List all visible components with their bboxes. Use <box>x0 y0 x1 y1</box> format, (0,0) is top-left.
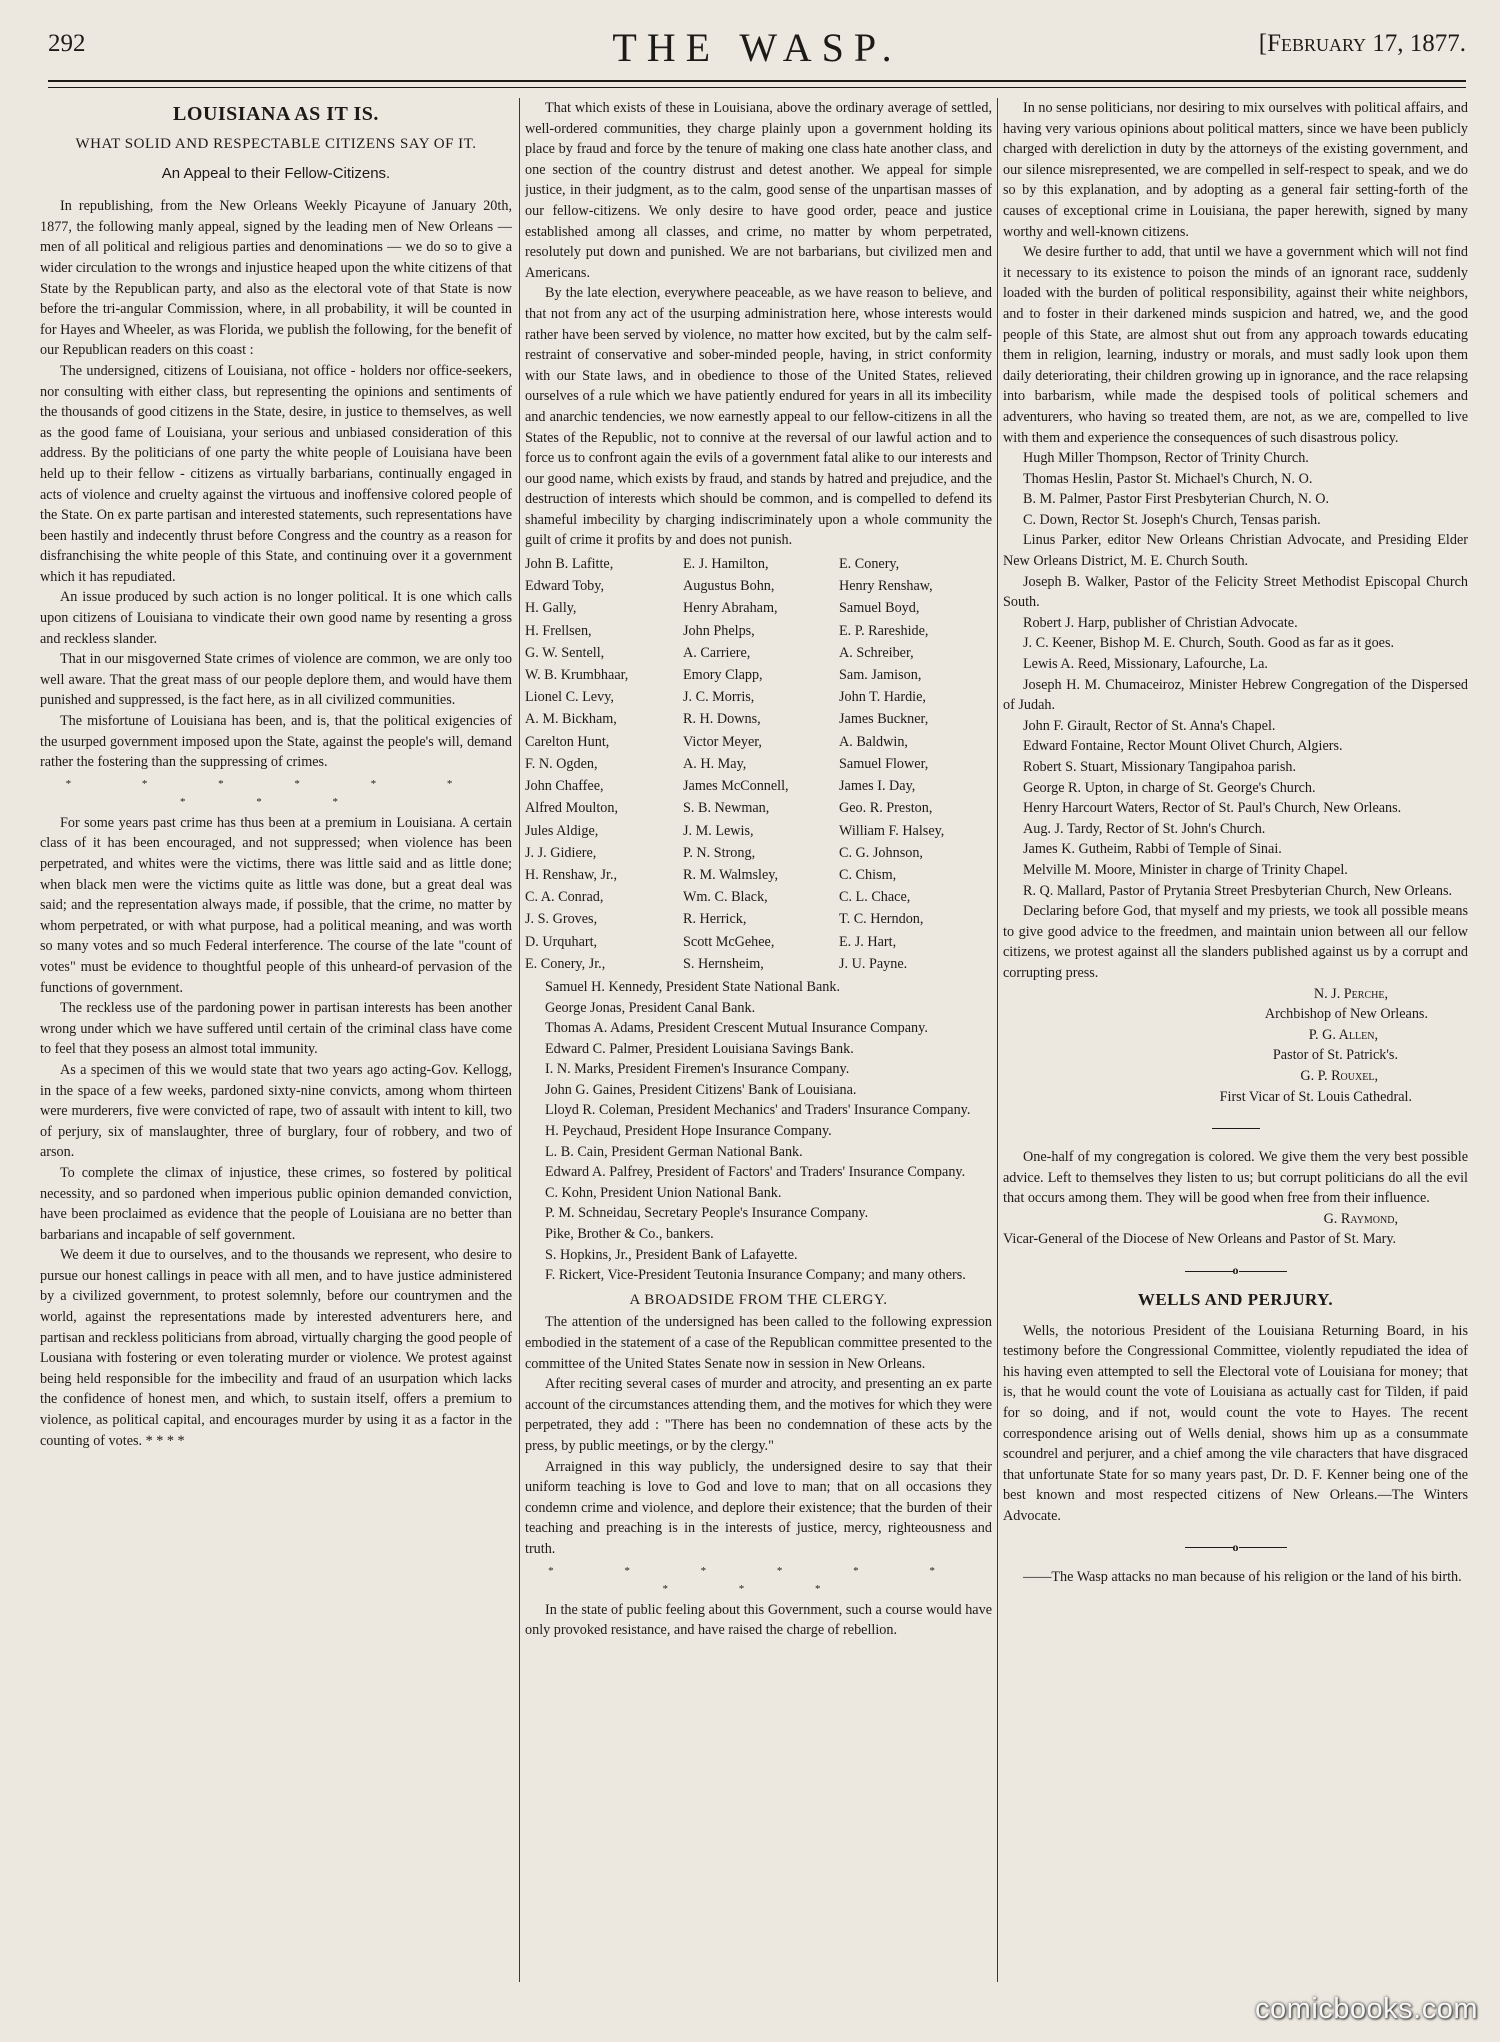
signatory-name: J. J. Gidiere, <box>525 844 597 861</box>
signatory-name: J. C. Morris, <box>683 689 755 706</box>
column-2 <box>525 98 992 1994</box>
officer-entry: Edward A. Palfrey, President of Factors' and Traders' Insurance Company. <box>545 1164 966 1181</box>
page-number: 292 <box>48 30 86 57</box>
signatory-name: James I. Day, <box>839 778 916 795</box>
signatory-name: Jules Aldige, <box>525 822 599 839</box>
officer-entry: F. Rickert, Vice-President Teutonia Insurance Company; and many others. <box>545 1267 966 1284</box>
paragraph: To complete the climax of injustice, these crimes, so fostered by political necessity, and so pardoned when imperious public opinion demanded conviction, have been proclaimed as evidence that the people of Louisiana are no better than barbarians and incapable of self government. <box>40 1164 512 1243</box>
divider-glyph: o <box>1232 1539 1239 1554</box>
officer-entry: P. M. Schneidau, Secretary People's Insurance Company. <box>545 1205 869 1222</box>
paragraph: That in our misgoverned State crimes of violence are common, we are only too well aware. That the great mass of our people deplore them, and would have them punished and suppressed, is the fact here, as in all civilized communities. <box>40 651 512 709</box>
paragraph: One-half of my congregation is colored. We give them the very best possible advice. Left to themselves they listen to us; but corrupt politicians do all the evil that occurs among them. They will be good when free from their influence. <box>1003 1149 1468 1207</box>
signatory-name: R. Herrick, <box>683 911 747 928</box>
signatory-name: R. M. Walmsley, <box>683 866 779 883</box>
article-subhead: WHAT SOLID AND RESPECTABLE CITIZENS SAY OF IT. <box>75 135 477 152</box>
signatory-name: John T. Hardie, <box>839 689 926 706</box>
watermark: comicbooks.com <box>1255 1993 1478 2025</box>
paragraph: That which exists of these in Louisiana, above the ordinary average of settled, well-ordered communities, they charge plainly upon a government holding its place by fraud and force by the tenure of making one class hate another class, and one section of the country distrust and detest another. We appeal for simple justice, in their judgment, as to the calm, good sense of the unpartisan masses of our fellow-citizens. We only desire to have good order, peace and justice established among all classes, and crime, no matter by whom perpetrated, resolutely put down and punished. We are not barbarians, but civilized men and Americans. <box>525 100 992 281</box>
signatory-name: John Phelps, <box>683 622 755 639</box>
paragraph: After reciting several cases of murder and atrocity, and presenting an ex parte account of the circumstances attending them, and the motives for which they were perpetrated, they add : "There has been no condemnation of these acts by the press, by public meetings, or by the clergy." <box>525 1376 992 1454</box>
section-heading: WELLS AND PERJURY. <box>1137 1290 1334 1310</box>
clergy-entry: Aug. J. Tardy, Rector of St. John's Church. <box>1023 820 1266 837</box>
clergy-entry: Hugh Miller Thompson, Rector of Trinity Church. <box>1023 450 1309 467</box>
signature-title: First Vicar of St. Louis Cathedral. <box>1219 1088 1412 1105</box>
signatory-name: Henry Renshaw, <box>839 578 933 595</box>
article-kicker: An Appeal to their Fellow-Citizens. <box>161 164 391 182</box>
officer-entry: Lloyd R. Coleman, President Mechanics' and Traders' Insurance Company. <box>545 1102 971 1119</box>
signature-title: Pastor of St. Patrick's. <box>1272 1047 1398 1064</box>
paragraph: The undersigned, citizens of Louisiana, not office - holders nor office-seekers, nor consulting with either class, but representing the opinions and sentiments of the thousands of good citizens in the State, desire, in justice to themselves, as well as the good fame of Louisiana, your serious and unbiased consideration of this address. By the politicians of one party the white people of Louisiana have been held up to their fellow - citizens as virtually barbarians, continually engaged in acts of violence and cruelty against the virtuous and inoffensive colored people of the State. On ex parte partisan and interested statements, such representations have been hastily and indecently thrust before Congress and the country as a reason for disfranchising the white people of this State, and continuing over it a government which it has repudiated. <box>40 362 512 585</box>
clergy-entry: Robert S. Stuart, Missionary Tangipahoa parish. <box>1023 759 1297 775</box>
clergy-entry: Robert J. Harp, publisher of Christian Advocate. <box>1023 614 1298 631</box>
issue-date: [February 17, 1877. <box>1258 30 1466 57</box>
signatory-name: E. Conery, Jr., <box>525 955 606 972</box>
signatory-name: A. H. May, <box>683 755 747 772</box>
divider <box>1003 1541 1468 1553</box>
signatory-name: E. J. Hamilton, <box>683 556 769 573</box>
officer-entry: George Jonas, President Canal Bank. <box>545 999 756 1016</box>
section-heading: A BROADSIDE FROM THE CLERGY. <box>629 1291 888 1308</box>
newspaper-title: THE WASP. <box>612 25 902 70</box>
signatory-name: Samuel Flower, <box>839 755 929 772</box>
officer-entry: H. Peychaud, President Hope Insurance Company. <box>545 1123 832 1140</box>
signatory-name: J. M. Lewis, <box>683 822 754 839</box>
paragraph: We deem it due to ourselves, and to the thousands we represent, who desire to pursue our honest callings in peace with all men, and to have justice administered by a civilized government, to protest solemnly, before our countrymen and the world, against the representations made by interested adventurers here, and partisan and reckless politicians from abroad, virtually charging the good people of Lousiana with fostering or even tolerating murder or violence. We protest against being held responsible for the imbecility and fraud of an usurpation which lacks the confidence of honest men, and which, to sustain itself, offers a premium to violence, as political capital, and encourages murder by using it as a factor in the counting of votes. * * * * <box>40 1247 512 1449</box>
officer-entry: Samuel H. Kennedy, President State National Bank. <box>545 978 840 995</box>
signatory-name: A. M. Bickham, <box>525 711 617 728</box>
signatory-name: William F. Halsey, <box>839 822 945 839</box>
signatory-name: Wm. C. Black, <box>683 889 768 906</box>
column-3 <box>1003 98 1468 1994</box>
signatory-name: A. Baldwin, <box>839 733 908 750</box>
paragraph: Arraigned in this way publicly, the undersigned desire to say that their uniform teaching is love to God and love to man; that on all occasions they condemn crime and violence, and deplore their existence; that the burden of their teaching and preaching is in the interests of justice, mercy, righteousness and truth. <box>525 1458 992 1557</box>
clergy-entry: Joseph H. M. Chumaceiroz, Minister Hebrew Congregation of the Dispersed of Judah. <box>1003 676 1468 714</box>
signatory-name: A. Schreiber, <box>839 644 914 661</box>
signatory-name: S. Hernsheim, <box>683 955 764 972</box>
paragraph: An issue produced by such action is no longer political. It is one which calls upon citizens of Louisiana to vindicate their own good name by resenting a gross and reckless slander. <box>40 589 512 647</box>
paragraph: The reckless use of the pardoning power in partisan interests has been another wrong under which we have suffered until certain of the criminal class have come to feel that they posess an almost total immunity. <box>40 1000 512 1058</box>
officer-entry: Edward C. Palmer, President Louisiana Savings Bank. <box>545 1040 854 1057</box>
signatory-name: Carelton Hunt, <box>525 733 610 750</box>
officer-entry: S. Hopkins, Jr., President Bank of Lafayette. <box>545 1246 798 1263</box>
section-break-stars: * * * * * * * * * <box>548 1564 969 1595</box>
signatory-name: J. S. Groves, <box>525 911 598 928</box>
signatory-name: John Chaffee, <box>525 778 604 795</box>
signatory-name: F. N. Ogden, <box>525 755 598 772</box>
signature: G. P. Rouxel, <box>1300 1067 1378 1084</box>
signatory-name: Henry Abraham, <box>683 600 778 617</box>
divider-glyph: o <box>1232 1263 1239 1278</box>
signatory-name: Alfred Moulton, <box>525 800 618 817</box>
signatory-name: A. Carriere, <box>683 644 751 661</box>
officers-list <box>525 977 992 1286</box>
signatory-name: Scott McGehee, <box>683 933 775 950</box>
signatory-name: D. Urquhart, <box>525 933 598 950</box>
paragraph: In no sense politicians, nor desiring to mix ourselves with political affairs, and having very various opinions about political matters, since we have been publicly charged with dereliction in duty by the attorneys of the existing government, and our silence misrepresented, we are compelled in self-respect to speak, and we do so by this explanation, and by adopting as a general fair setting-forth of the causes of exceptional crime in Louisiana, the paper herewith, signed by many worthy and well-known citizens. <box>1003 100 1468 240</box>
signatory-name: Samuel Boyd, <box>839 600 920 617</box>
column-divider <box>997 98 998 1982</box>
paragraph: ——The Wasp attacks no man because of his religion or the land of his birth. <box>1023 1568 1462 1585</box>
officer-entry: Thomas A. Adams, President Crescent Mutual Insurance Company. <box>545 1020 928 1037</box>
signatory-name: S. B. Newman, <box>683 800 770 817</box>
officer-entry: L. B. Cain, President German National Bank. <box>545 1143 803 1160</box>
paragraph: We desire further to add, that until we have a government which will not find it necessary to its existence to poison the minds of an ignorant race, suddenly loaded with the burden of political responsibility, against their white neighbors, and to foster in their darkened minds suspicion and hatred, we, and the good people of this State, are almost shut out from any approach towards educating them in religion, learning, industry or morals, and must sadly look upon them daily deteriorating, their children growing up in ignorance, and the race relapsing into barbarism, while made the despised tools of political schemers and adventurers, who having so treated them, are not, as we are, compelled to live with them and experience the consequences of such disastrous policy. <box>1003 244 1468 446</box>
masthead <box>48 22 1466 78</box>
signatories-list <box>525 553 992 975</box>
signature: G. Raymond, <box>1323 1210 1398 1227</box>
officer-entry: John G. Gaines, President Citizens' Bank of Louisiana. <box>545 1081 857 1098</box>
signatory-name: John B. Lafitte, <box>525 556 614 573</box>
signatory-name: E. P. Rareshide, <box>839 622 929 639</box>
paragraph: The misfortune of Louisiana has been, and is, that the political exigencies of the usurped government imposed upon the State, against the people's will, demand rather the fostering than the suppressing of crimes. <box>40 713 512 771</box>
clergy-entry: B. M. Palmer, Pastor First Presbyterian Church, N. O. <box>1023 491 1330 508</box>
signatory-name: Edward Toby, <box>525 578 604 595</box>
signatory-name: Sam. Jamison, <box>839 667 922 684</box>
signatory-name: Geo. R. Preston, <box>839 800 933 817</box>
signatory-name: J. U. Payne. <box>839 955 908 972</box>
officer-entry: C. Kohn, President Union National Bank. <box>545 1184 782 1201</box>
officer-entry: Pike, Brother & Co., bankers. <box>545 1226 714 1243</box>
article-headline: LOUISIANA AS IT IS. <box>173 103 379 125</box>
signatory-name: R. H. Downs, <box>683 711 761 728</box>
signatory-name: H. Renshaw, Jr., <box>525 866 618 883</box>
clergy-entry: Lewis A. Reed, Missionary, Lafourche, La. <box>1023 656 1268 673</box>
clergy-entry: Henry Harcourt Waters, Rector of St. Paul's Church, New Orleans. <box>1023 800 1402 817</box>
signatory-name: H. Frellsen, <box>525 622 592 639</box>
clergy-entry: James K. Gutheim, Rabbi of Temple of Sinai. <box>1023 841 1282 858</box>
signatory-name: T. C. Herndon, <box>839 911 924 928</box>
paragraph: The attention of the undersigned has been called to the following expression embodied in the statement of a case of the Republican committee presented to the committee of the United States Senate now in session in New Orleans. <box>525 1314 992 1372</box>
masthead-rule <box>48 80 1466 88</box>
signatory-name: C. G. Johnson, <box>839 844 923 861</box>
clergy-entry: John F. Girault, Rector of St. Anna's Chapel. <box>1023 717 1276 734</box>
signatory-name: James Buckner, <box>839 711 929 728</box>
clergy-entry: J. C. Keener, Bishop M. E. Church, South. Good as far as it goes. <box>1023 635 1395 652</box>
clergy-entry: George R. Upton, in charge of St. George's Church. <box>1023 779 1316 796</box>
officer-entry: I. N. Marks, President Firemen's Insurance Company. <box>545 1061 850 1078</box>
signature-title: Archbishop of New Orleans. <box>1264 1006 1428 1023</box>
paragraph: Wells, the notorious President of the Louisiana Returning Board, in his testimony before the Congressional Committee, violently repudiated the idea of his having even attempted to sell the Electoral vote of Louisiana for money; that is, that he would count the vote of Louisiana as actually cast for Tilden, if paid for so doing, and if not, would count the vote to Hayes. The recent correspondence arising out of Wells denial, shows him up as a consummate scoundrel and perjurer, and a chief among the vile characters that have disgraced that unfortunate State for so many years past, Dr. D. F. Kenner being one of the best known and most respected citizens of New Orleans.—The Winters Advocate. <box>1003 1322 1468 1524</box>
clergy-entry: Thomas Heslin, Pastor St. Michael's Church, N. O. <box>1023 470 1313 487</box>
clergy-entry: R. Q. Mallard, Pastor of Prytania Street Presbyterian Church, New Orleans. <box>1023 882 1453 899</box>
column-1 <box>40 98 512 1994</box>
signature: N. J. Perche, <box>1313 985 1388 1002</box>
signatory-name: P. N. Strong, <box>683 844 756 861</box>
signatory-name: Augustus Bohn, <box>683 578 775 595</box>
divider <box>1003 1264 1468 1276</box>
paragraph: By the late election, everywhere peaceable, as we have reason to believe, and that not from any act of the usurping administration here, whose interests would rather have been served by violence, no matter how excited, but by the calm self-restraint of conservative and sober-minded people, having, in strict conformity with our State laws, and in obedience to those of the United States, relieved ourselves of a rule which we have patiently endured for years in all its imbecility and anarchic tendencies, we now earnestly appeal to our fellow-citizens in all the States of the Republic, not to connive at the reversal of our lawful action and to force us to confront again the evils of a government fatal alike to our interests and our good name, which exists by fraud, and stands by hatred and prejudice, and the destruction of interests which should be common, and is compelled to defend its shameful imbecility by charging indiscriminately upon a whole community the guilt of crime it profits by and does not punish. <box>525 285 992 549</box>
signatory-name: Emory Clapp, <box>683 667 763 684</box>
column-divider <box>519 98 520 1982</box>
signatory-name: C. Chism, <box>839 866 897 883</box>
signature: P. G. Allen, <box>1308 1026 1378 1043</box>
divider <box>1003 1121 1468 1133</box>
clergy-list <box>1003 448 1468 901</box>
signatory-name: G. W. Sentell, <box>525 644 605 661</box>
signatory-name: E. Conery, <box>839 556 900 573</box>
clergy-entry: Linus Parker, editor New Orleans Christian Advocate, and Presiding Elder New Orleans District, M. E. Church South. <box>1003 532 1468 570</box>
clergy-entry: C. Down, Rector St. Joseph's Church, Tensas parish. <box>1023 511 1321 528</box>
paragraph: As a specimen of this we would state that two years ago acting-Gov. Kellogg, in the space of a few weeks, pardoned sixty-nine convicts, among whom thirteen were murderers, five were convicted of rape, two of assault with intent to kill, two of perjury, six of manslaughter, three of burglary, four of robbery, and two of arson. <box>40 1061 512 1161</box>
signatory-name: W. B. Krumbhaar, <box>525 667 629 684</box>
signature-title: Vicar-General of the Diocese of New Orleans and Pastor of St. Mary. <box>1003 1231 1397 1248</box>
paragraph: In the state of public feeling about this Government, such a course would have only provoked resistance, and have raised the charge of rebellion. <box>525 1601 992 1639</box>
paragraph: For some years past crime has thus been at a premium in Louisiana. A certain class of it has been encouraged, and not suppressed; when violence has been perpetrated, and whites were the victims, there was little said and as little done; when black men were the victims quite as little was done, but a great deal was said; and the representation always made, if possible, that the crime, no matter by whom perpetrated, or with what purpose, had a political meaning, and was worth so many votes and so much Federal interference. The course of the late "count of votes" must be evidence to thoughtful people of this unheard-of pervasion of the functions of government. <box>40 814 512 996</box>
clergy-entry: Melville M. Moore, Minister in charge of Trinity Chapel. <box>1023 861 1348 878</box>
signatory-name: Victor Meyer, <box>683 733 762 750</box>
signatory-name: C. A. Conrad, <box>525 889 604 906</box>
signatory-name: James McConnell, <box>683 778 789 795</box>
clergy-entry: Edward Fontaine, Rector Mount Olivet Church, Algiers. <box>1023 738 1343 755</box>
paragraph: Declaring before God, that myself and my priests, we took all possible means to give good advice to the freedmen, and maintain union between all our fellow citizens, we protest against all the slanders published against us by a corrupt and corrupting press. <box>1003 903 1468 981</box>
signatory-name: H. Gally, <box>525 600 577 617</box>
signatory-name: E. J. Hart, <box>839 933 897 950</box>
section-break-stars: * * * * * * * * * <box>65 777 487 808</box>
clergy-entry: Joseph B. Walker, Pastor of the Felicity Street Methodist Episcopal Church South. <box>1003 573 1468 611</box>
paragraph: In republishing, from the New Orleans Weekly Picayune of January 20th, 1877, the following manly appeal, signed by the leading men of New Orleans — men of all political and religious parties and denominations — we do so to give a wider circulation to the wrongs and injustice heaped upon the white citizens of that State by the Republican party, and also as the electoral vote of that State is now before the tri-angular Commission, where, in all probability, it will be counted in for Hayes and Wheeler, as was Florida, we publish the following, for the benefit of our Republican readers on this coast : <box>40 198 512 359</box>
signatory-name: Lionel C. Levy, <box>525 689 614 706</box>
signatory-name: C. L. Chace, <box>839 889 911 906</box>
